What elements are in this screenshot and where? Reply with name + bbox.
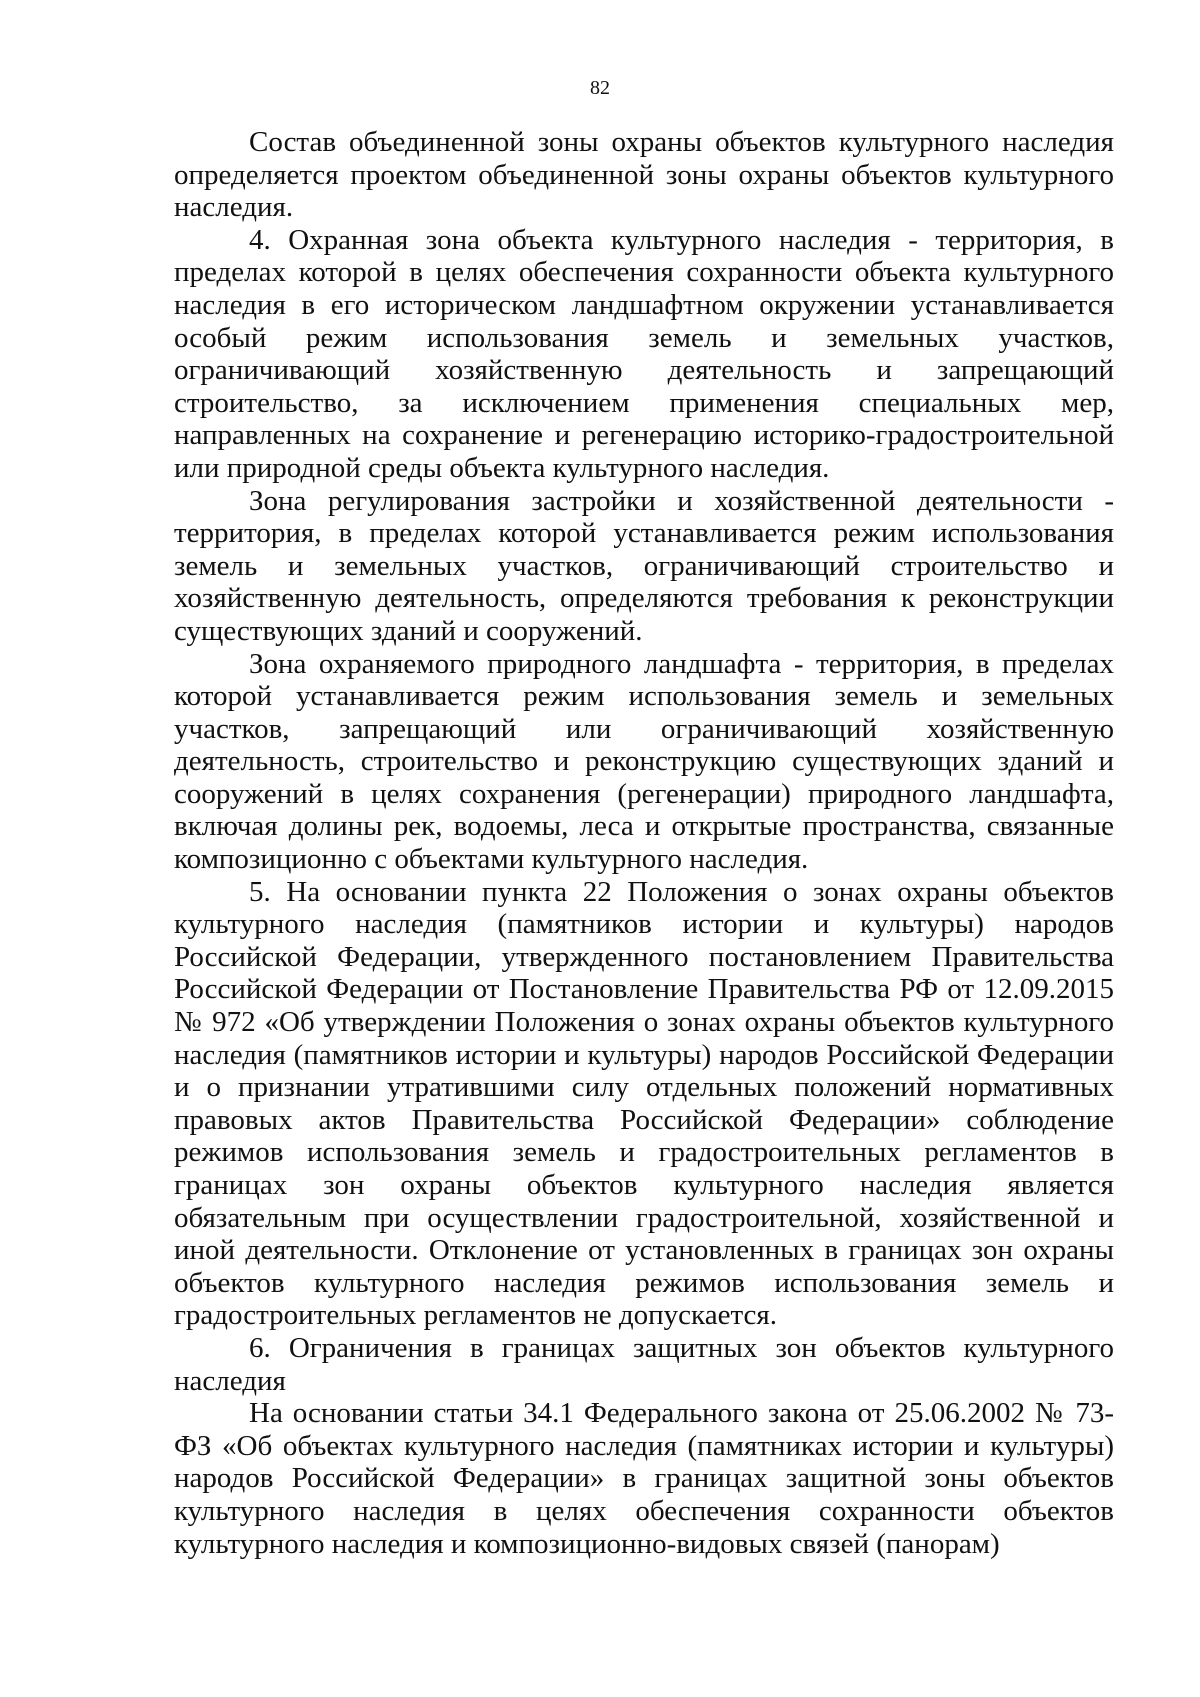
paragraph-protection-zone: 4. Охранная зона объекта культурного наследия - территория, в пределах которой в целях обеспечения сохранности объекта культурного наследия в его историческом ландшафтном окружении устанавливается особый режим использования земель и земельных участков, ограничивающий хозяйственную деятельность и запрещающий строительство, за исключением применения специальных мер, направленных на сохранение и регенерацию историко-градостроительной или природной среды объекта культурного наследия. (174, 223, 1114, 484)
paragraph-landscape-zone: Зона охраняемого природного ландшафта - территория, в пределах которой устанавливается режим использования земель и земельных участков, запрещающий или ограничивающий хозяйственную деятельность, строительство и реконструкцию существующих зданий и сооружений в целях сохранения (регенерации) природного ландшафта, включая долины рек, водоемы, леса и открытые пространства, связанные композиционно с объектами культурного наследия. (174, 647, 1114, 876)
paragraph-joint-zone-composition: Состав объединенной зоны охраны объектов культурного наследия определяется проектом объединенной зоны охраны объектов культурного наследия. (174, 126, 1114, 224)
paragraph-article-34-1: На основании статьи 34.1 Федерального закона от 25.06.2002 № 73-ФЗ «Об объектах культурного наследия (памятниках истории и культуры) народов Российской Федерации» в границах защитной зоны объектов культурного наследия в целях обеспечения сохранности объектов культурного наследия и композиционно-видовых связей (панорам) (174, 1397, 1114, 1560)
paragraph-point-6-heading: 6. Ограничения в границах защитных зон объектов культурного наследия (174, 1331, 1114, 1397)
document-body (174, 126, 1114, 1560)
paragraph-development-regulation-zone: Зона регулирования застройки и хозяйственной деятельности - территория, в пределах которой устанавливается режим использования земель и земельных участков, ограничивающий строительство и хозяйственную деятельность, определяются требования к реконструкции существующих зданий и сооружений. (174, 484, 1114, 647)
paragraph-point-5: 5. На основании пункта 22 Положения о зонах охраны объектов культурного наследия (памятников истории и культуры) народов Российской Федерации, утвержденного постановлением Правительства Российской Федерации от Постановление Правительства РФ от 12.09.2015 № 972 «Об утверждении Положения о зонах охраны объектов культурного наследия (памятников истории и культуры) народов Российской Федерации и о признании утратившими силу отдельных положений нормативных правовых актов Правительства Российской Федерации» соблюдение режимов использования земель и градостроительных регламентов в границах зон охраны объектов культурного наследия является обязательным при осуществлении градостроительной, хозяйственной и иной деятельности. Отклонение от установленных в границах зон охраны объектов культурного наследия режимов использования земель и градостроительных регламентов не допускается. (174, 875, 1114, 1332)
page-number: 82 (590, 77, 610, 99)
